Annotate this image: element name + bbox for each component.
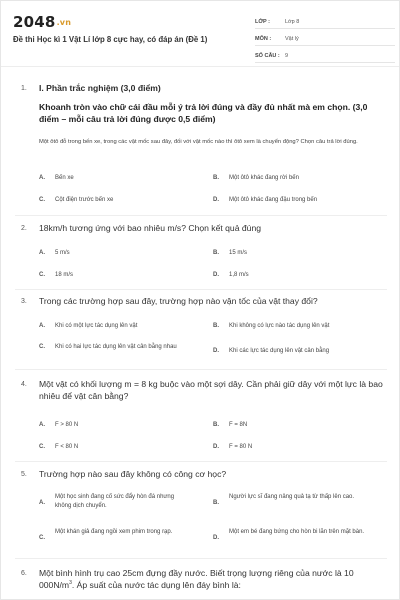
option-b[interactable]: B. Một ôtô khác đang rời bến xyxy=(213,175,299,182)
option-a[interactable]: A. Khi có một lực tác dụng lên vật xyxy=(39,323,138,330)
option-b[interactable]: B. 15 m/s xyxy=(213,250,248,257)
option-a[interactable]: A. Bến xe xyxy=(39,175,74,182)
divider xyxy=(15,461,387,462)
divider xyxy=(15,289,387,290)
question-number: 1. xyxy=(21,85,27,92)
page-header xyxy=(1,1,400,67)
exam-meta xyxy=(255,15,395,66)
option-c[interactable]: C. F < 80 N xyxy=(39,444,79,451)
question-number: 2. xyxy=(21,225,27,232)
exam-title: Đề thi Học kì 1 Vật Lí lớp 8 cực hay, có đáp án (Đề 1) xyxy=(13,35,208,44)
option-b[interactable]: B. F = 8N xyxy=(213,422,248,429)
question-number: 5. xyxy=(21,471,27,478)
meta-question-count: SỐ CÂU : 9 xyxy=(255,49,395,63)
option-d[interactable]: D. Khi các lực tác dụng lên vật cân bằng xyxy=(213,348,330,355)
question-text: Một ôtô đỗ trong bến xe, trong các vật mốc sau đây, đối với vật mốc nào thì ôtô xem là chuyển động? Chọn câu trả lời đúng. xyxy=(39,139,358,145)
question-text: Trong các trường hợp sau đây, trường hợp nào vận tốc của vật thay đổi? xyxy=(39,296,318,306)
option-c[interactable]: C. 18 m/s xyxy=(39,272,74,279)
divider xyxy=(15,558,387,559)
meta-subject: MÔN : Vật lý xyxy=(255,32,395,46)
option-d[interactable]: D. Một ôtô khác đang đậu trong bến xyxy=(213,197,318,204)
question-number: 3. xyxy=(21,298,27,305)
divider xyxy=(15,215,387,216)
option-c[interactable]: C. Cột điện trước bến xe xyxy=(39,197,114,204)
divider xyxy=(15,369,387,370)
option-a[interactable]: A. 5 m/s xyxy=(39,250,70,257)
section-title: I. Phần trắc nghiệm (3,0 điểm) xyxy=(39,83,161,93)
option-d[interactable]: D. F = 80 N xyxy=(213,444,253,451)
question-instruction: Khoanh tròn vào chữ cái đầu mỗi ý trả lời đúng và đầy đủ nhất mà em chọn. (3,0 điểm – mỗi câu trả lời đúng được 0,5 điểm) xyxy=(39,102,368,125)
option-c[interactable]: C. Khi có hai lực tác dụng lên vật cân bằng nhau xyxy=(39,344,177,351)
option-d[interactable]: D. 1,8 m/s xyxy=(213,272,249,279)
question-text: Trường hợp nào sau đây không có công cơ học? xyxy=(39,469,227,479)
site-logo[interactable]: 2048.vn xyxy=(13,13,72,31)
option-a[interactable]: A. Một học sinh đang cố sức đẩy hòn đá nhưng không dịch chuyển. xyxy=(39,494,175,509)
option-c[interactable]: C. Một khán giả đang ngồi xem phim trong rạp. xyxy=(39,529,173,541)
question-text: 18km/h tương ứng với bao nhiêu m/s? Chọn kết quả đúng xyxy=(39,223,261,233)
question-text: Một bình hình trụ cao 25cm đựng đầy nước. Biết trọng lượng riêng của nước là 10 $000N/m^3$. Áp suất của nước tác dụng lên đáy bình là: xyxy=(39,568,354,591)
meta-class: LỚP : Lớp 8 xyxy=(255,15,395,29)
option-d[interactable]: D. Một em bé đang bứng cho hòn bi lăn trên mặt bàn. xyxy=(213,529,365,541)
question-text: Một vật có khối lượng m = 8 kg buộc vào một sợi dây. Cần phải giữ dây với một lực là bao nhiêu để vật cân bằng? xyxy=(39,379,383,402)
option-b[interactable]: B. Khi không có lực nào tác dụng lên vật xyxy=(213,323,330,330)
question-number: 6. xyxy=(21,570,27,577)
option-b[interactable]: B. Người lực sĩ đang nâng quả tạ từ thấp lên cao. xyxy=(213,494,355,506)
question-number: 4. xyxy=(21,381,27,388)
option-a[interactable]: A. F > 80 N xyxy=(39,422,79,429)
